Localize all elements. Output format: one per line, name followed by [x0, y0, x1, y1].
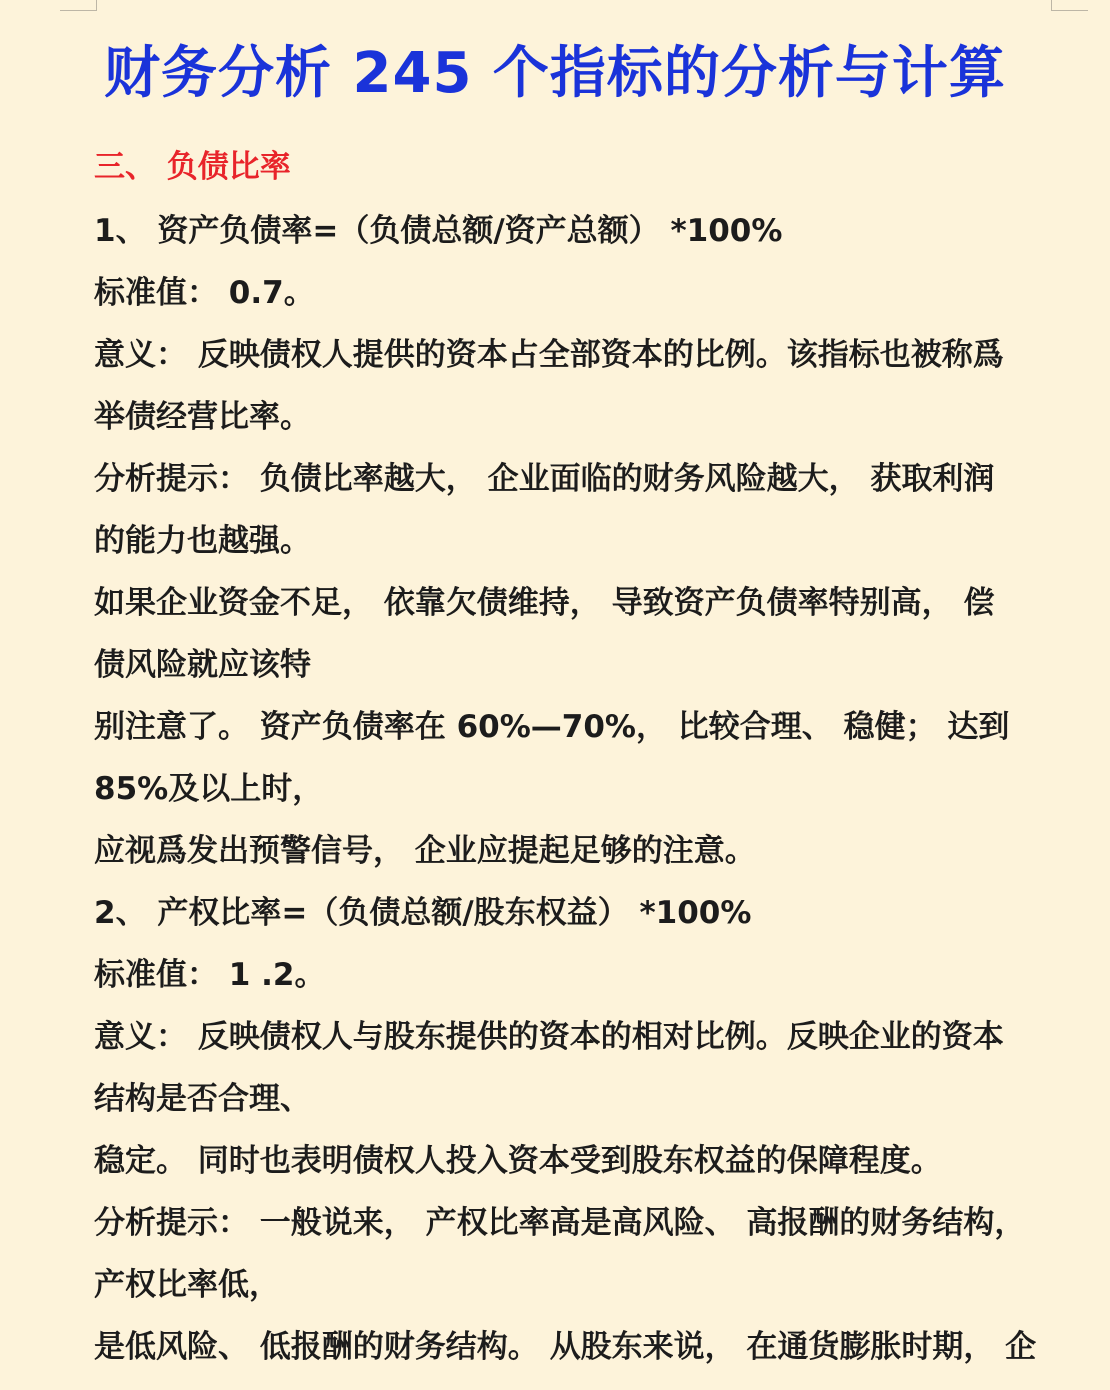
text-line: 结构是否合理、	[94, 1081, 311, 1117]
text-line: 2、 产权比率=（负债总额/股东权益） *100%	[94, 895, 752, 931]
text-line: 85%及以上时，	[94, 771, 324, 807]
text-line: 债风险就应该特	[94, 647, 311, 683]
text-line: 如果企业资金不足， 依靠欠债维持， 导致资产负债率特别高， 偿	[94, 585, 995, 621]
text-line: 应视爲发出预警信号， 企业应提起足够的注意。	[94, 833, 756, 869]
text-line: 分析提示： 负债比率越大， 企业面临的财务风险越大， 获取利润	[94, 461, 995, 497]
text-line: 标准值： 1 .2。	[94, 957, 326, 993]
text-line: 标准值： 0.7。	[94, 275, 315, 311]
document-body	[94, 136, 1064, 1378]
text-line: 意义： 反映债权人与股东提供的资本的相对比例。反映企业的资本	[94, 1019, 1004, 1055]
text-line: 别注意了。 资产负债率在 60%—70%， 比较合理、 稳健； 达到	[94, 709, 1010, 745]
text-line: 分析提示： 一般说来， 产权比率高是高风险、 高报酬的财务结构，	[94, 1205, 1026, 1241]
text-line: 是低风险、 低报酬的财务结构。 从股东来说， 在通货膨胀时期， 企	[94, 1329, 1037, 1365]
crop-mark-top-left	[60, 0, 97, 11]
text-line: 1、 资产负债率=（负债总额/资产总额） *100%	[94, 213, 783, 249]
text-line: 意义： 反映债权人提供的资本占全部资本的比例。该指标也被称爲	[94, 337, 1004, 373]
page-title: 财务分析 245 个指标的分析与计算	[104, 41, 1006, 106]
text-line: 举债经营比率。	[94, 399, 311, 435]
text-line: 稳定。 同时也表明债权人投入资本受到股东权益的保障程度。	[94, 1143, 942, 1179]
section-heading: 三、 负债比率	[94, 149, 291, 185]
text-line: 产权比率低，	[94, 1267, 280, 1303]
text-line: 的能力也越强。	[94, 523, 311, 559]
crop-mark-top-right	[1051, 0, 1088, 11]
